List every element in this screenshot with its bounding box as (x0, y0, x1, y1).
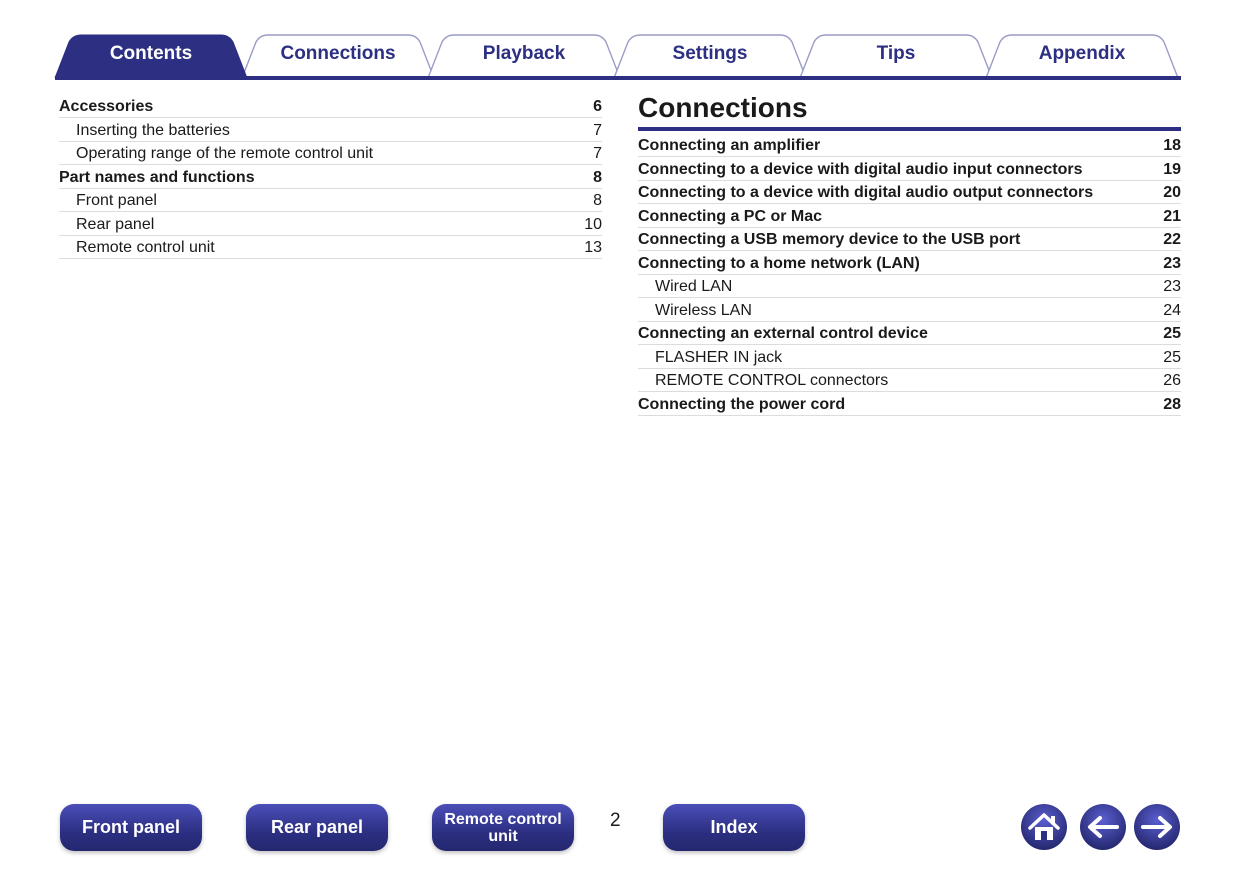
index-label: Index (710, 817, 758, 837)
toc-entry[interactable] (59, 189, 602, 212)
toc-entry-title: Connecting to a device with digital audio input connectors (638, 160, 1083, 178)
toc-entry-page: 26 (1163, 372, 1181, 389)
toc-entry-title: Operating range of the remote control unit (76, 145, 374, 162)
toc-entry-page: 28 (1163, 395, 1181, 413)
toc-entry-title: REMOTE CONTROL connectors (655, 372, 889, 389)
tab-tips[interactable]: Tips (876, 43, 916, 64)
toc-entry-page: 23 (1163, 254, 1181, 272)
forward-button[interactable] (1133, 803, 1181, 851)
tab-contents[interactable]: Contents (109, 43, 193, 64)
toc-entry-page: 25 (1163, 325, 1181, 342)
toc-entry-title: Wired LAN (655, 278, 733, 295)
front-panel-label: Front panel (82, 817, 180, 837)
toc-entry-title: Remote control unit (76, 239, 215, 256)
toc-entry[interactable] (638, 158, 1181, 181)
toc-entry[interactable] (638, 228, 1181, 251)
toc-entry-page: 24 (1163, 301, 1181, 319)
toc-entry-title: Accessories (59, 98, 154, 115)
toc-entry[interactable] (638, 275, 1181, 298)
index-button[interactable] (663, 804, 805, 851)
toc-entry-page: 22 (1163, 231, 1181, 248)
toc-entry[interactable] (59, 95, 602, 118)
toc-entry-page: 20 (1163, 184, 1181, 201)
section-heading: Connections (638, 92, 808, 123)
toc-entry-page: 13 (584, 239, 602, 256)
tab-settings[interactable]: Settings (672, 43, 748, 64)
toc-entry-page: 7 (593, 145, 602, 162)
toc-entry[interactable] (638, 134, 1181, 157)
toc-entry-title: Connecting a USB memory device to the USB port (638, 231, 1021, 248)
toc-entry[interactable] (638, 299, 1181, 322)
tab-playback[interactable]: Playback (482, 43, 566, 64)
rear-panel-button[interactable] (246, 804, 388, 851)
toc-entry[interactable] (59, 213, 602, 236)
back-button[interactable] (1079, 803, 1127, 851)
toc-entry-title: Connecting an amplifier (638, 137, 821, 154)
toc-entry-page: 10 (584, 215, 602, 233)
toc-entry-page: 21 (1163, 207, 1181, 225)
toc-entry-title: Front panel (76, 192, 157, 209)
page-number: 2 (610, 810, 621, 831)
remote-control-label-line2: unit (488, 827, 518, 845)
toc-entry-title: Connecting a PC or Mac (638, 207, 823, 225)
toc-entry-title: Wireless LAN (655, 301, 752, 319)
toc-entry[interactable] (638, 346, 1181, 369)
toc-entry-page: 18 (1163, 137, 1181, 154)
toc-entry[interactable] (638, 181, 1181, 204)
toc-entry[interactable] (59, 119, 602, 142)
toc-entry-page: 6 (593, 98, 602, 115)
toc-entry-page: 8 (593, 168, 602, 186)
tab-bar (0, 0, 1240, 82)
toc-entry-title: FLASHER IN jack (655, 348, 783, 366)
tab-baseline (55, 76, 1181, 80)
toc-entry-page: 19 (1163, 160, 1181, 178)
toc-entry-title: Connecting to a home network (LAN) (638, 254, 920, 272)
toc-entry[interactable] (59, 236, 602, 259)
toc-entry[interactable] (638, 369, 1181, 392)
toc-entry-page: 25 (1163, 348, 1181, 366)
toc-entry-page: 7 (593, 121, 602, 139)
rear-panel-label: Rear panel (270, 817, 364, 837)
toc-entry-page: 23 (1163, 278, 1181, 295)
toc-entry-title: Connecting an external control device (638, 325, 928, 342)
remote-control-label-line1: Remote control (444, 810, 562, 828)
toc-entry[interactable] (59, 166, 602, 189)
toc-entry-page: 8 (593, 192, 602, 209)
toc-entry-title: Connecting the power cord (638, 395, 846, 413)
front-panel-button[interactable] (60, 804, 202, 851)
toc-entry[interactable] (638, 205, 1181, 228)
tab-connections[interactable]: Connections (280, 43, 396, 64)
tab-appendix[interactable]: Appendix (1038, 43, 1126, 64)
section-rule (638, 127, 1181, 131)
remote-control-unit-button[interactable] (432, 804, 574, 851)
toc-entry[interactable] (638, 393, 1181, 416)
toc-entry-title: Part names and functions (59, 168, 255, 186)
toc-entry-title: Connecting to a device with digital audio output connectors (638, 184, 1094, 201)
toc-entry[interactable] (638, 322, 1181, 345)
home-button[interactable] (1020, 803, 1068, 851)
toc-entry-title: Rear panel (76, 215, 155, 233)
toc-entry[interactable] (59, 142, 602, 165)
toc-entry-title: Inserting the batteries (76, 121, 230, 139)
toc-entry[interactable] (638, 252, 1181, 275)
